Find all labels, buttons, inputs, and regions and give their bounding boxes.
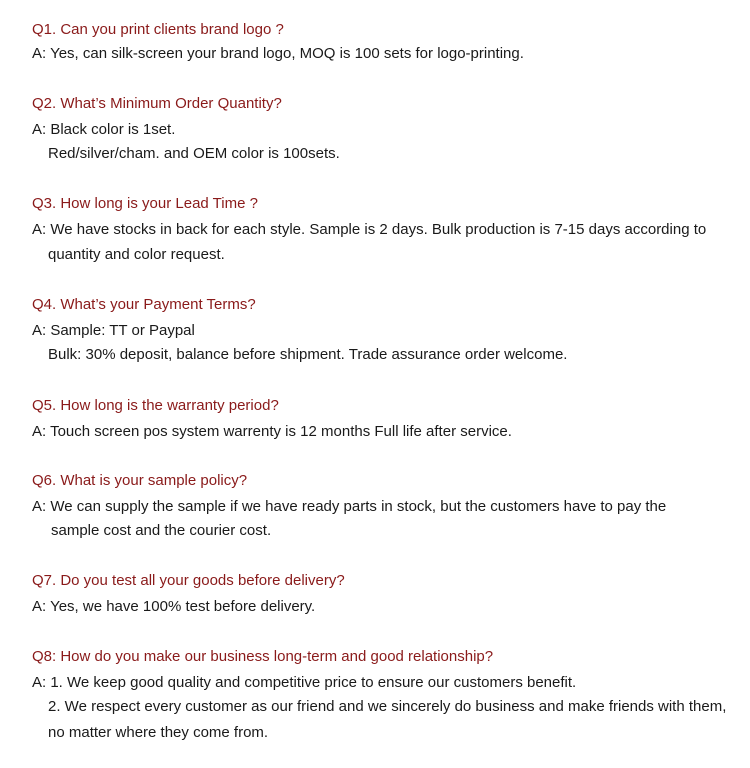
faq-answer: A: Touch screen pos system warrenty is 12 months Full life after service. xyxy=(32,423,512,440)
faq-answer: A: We can supply the sample if we have ready parts in stock, but the customers have to pay the xyxy=(32,498,667,515)
faq-question: Q6. What is your sample policy? xyxy=(32,472,248,489)
faq-question: Q3. How long is your Lead Time ? xyxy=(32,195,258,212)
faq-answer: Bulk: 30% deposit, balance before shipment. Trade assurance order welcome. xyxy=(48,346,568,363)
faq-answer: no matter where they come from. xyxy=(48,724,269,741)
faq-answer: 2. We respect every customer as our friend and we sincerely do business and make friends with them, xyxy=(48,698,727,715)
faq-answer: quantity and color request. xyxy=(48,246,225,263)
faq-question: Q7. Do you test all your goods before delivery? xyxy=(32,572,345,589)
faq-answer: A: Black color is 1set. xyxy=(32,121,176,138)
faq-answer: A: Yes, can silk-screen your brand logo, MOQ is 100 sets for logo-printing. xyxy=(32,45,524,62)
faq-question: Q8: How do you make our business long-term and good relationship? xyxy=(32,648,494,665)
faq-question: Q2. What’s Minimum Order Quantity? xyxy=(32,95,282,112)
faq-question: Q5. How long is the warranty period? xyxy=(32,397,279,414)
faq-answer: sample cost and the courier cost. xyxy=(51,522,272,539)
faq-question: Q1. Can you print clients brand logo ? xyxy=(32,21,284,38)
faq-answer: Red/silver/cham. and OEM color is 100sets. xyxy=(48,145,340,162)
faq-answer: A: 1. We keep good quality and competitive price to ensure our customers benefit. xyxy=(32,674,577,691)
faq-question: Q4. What’s your Payment Terms? xyxy=(32,296,256,313)
faq-answer: A: Yes, we have 100% test before delivery. xyxy=(32,598,316,615)
faq-answer: A: We have stocks in back for each style. Sample is 2 days. Bulk production is 7-15 days according to xyxy=(32,221,707,238)
faq-answer: A: Sample: TT or Paypal xyxy=(32,322,195,339)
